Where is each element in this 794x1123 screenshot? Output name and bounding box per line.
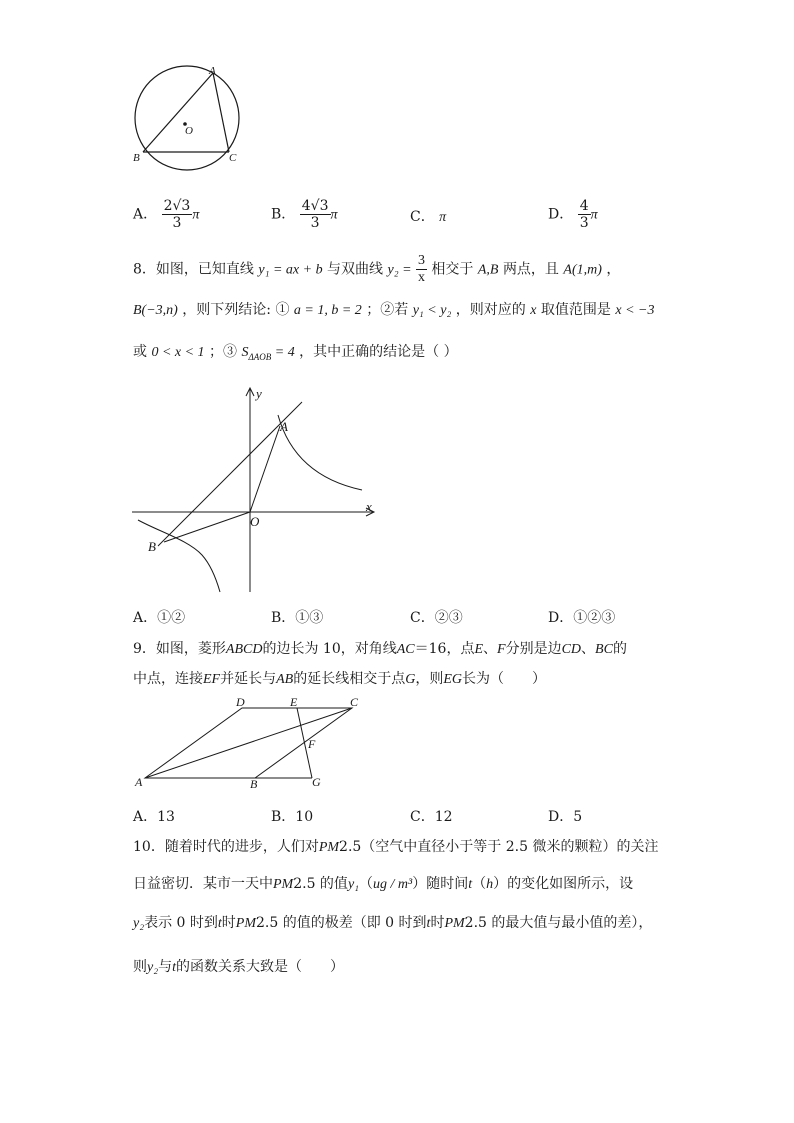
label-x: x (366, 499, 372, 514)
text: （ (472, 876, 487, 892)
q9-line-1 (133, 639, 627, 660)
text: 则 (133, 959, 147, 975)
text: ）随时间 (412, 876, 469, 892)
math: BC (595, 642, 613, 657)
text: 、 (483, 641, 498, 657)
text: 2.5（空气中直径小于等于 2.5 微米的颗粒）的关注 (339, 839, 659, 855)
numerator: 4√3 (301, 198, 329, 214)
math: F (497, 642, 506, 657)
text: 的函数关系大致是（ ） (175, 959, 344, 975)
text: ，其中正确的结论是（ ） (299, 344, 458, 360)
label-b: B (148, 539, 156, 554)
math: a = 1, b = 2 (293, 303, 362, 318)
text: 两点，且 (502, 261, 559, 278)
text: 分别是边 (505, 641, 562, 657)
text: 的延长线相交于点 (293, 671, 406, 687)
text: 9．如图，菱形 (133, 641, 226, 657)
q9-rhombus-figure (130, 696, 370, 794)
q10-line-2 (133, 874, 633, 895)
text: 表示 0 时到 (144, 915, 218, 931)
text: ）的变化如图所示，设 (493, 876, 634, 892)
label-c: C (229, 152, 237, 164)
math: ABCD (225, 642, 263, 657)
math: S (241, 345, 249, 360)
text: ；②若 (366, 302, 409, 318)
math: A,B (477, 262, 499, 278)
math: t (468, 877, 473, 892)
text: 时 (430, 915, 445, 931)
q7-circle-figure (125, 62, 255, 172)
fraction (578, 198, 591, 231)
denominator: 3 (172, 215, 182, 231)
option-label: D． (548, 206, 574, 223)
q9-option-d[interactable]: D．5 (548, 809, 583, 825)
math: h (486, 877, 494, 892)
label-d: D (236, 696, 245, 709)
math: PM (235, 916, 257, 931)
hyperbola-branch-right (278, 415, 362, 490)
denominator: 3 (310, 215, 320, 231)
q8-option-d[interactable]: D．①②③ (548, 610, 616, 626)
text: 取值范围是 (540, 302, 611, 318)
math: y₂ (147, 960, 159, 975)
math: AB (276, 672, 294, 687)
fraction (416, 253, 427, 286)
math: t (172, 960, 176, 975)
text: ，则对应的 (455, 302, 526, 318)
math: y₁ = ax + b (258, 262, 323, 278)
text: ；③ (209, 344, 238, 360)
text: （ (359, 876, 374, 892)
numerator: 4 (579, 198, 589, 214)
q7-option-b[interactable] (271, 198, 338, 231)
denominator: x (417, 270, 425, 285)
label-y: y (256, 386, 262, 401)
q8-line-2 (133, 300, 654, 321)
pi-symbol: π (439, 210, 447, 225)
text: ，则 (415, 671, 444, 687)
text: ，则下列结论: ① (182, 302, 290, 318)
math: x (530, 303, 537, 318)
subscript: ΔAOB (248, 351, 272, 362)
q8-line-3 (133, 342, 458, 367)
text: 并延长与 (220, 671, 277, 687)
diagonal-ac (145, 708, 352, 778)
text: 或 (133, 344, 147, 360)
option-label: A． (133, 206, 158, 223)
q7-option-d[interactable] (548, 198, 598, 231)
math: EG (443, 672, 463, 687)
q10-line-3 (133, 913, 652, 934)
math: ug / m³ (373, 877, 413, 892)
circumcircle (135, 66, 239, 170)
text: 2.5 的值的极差（即 0 时到 (256, 915, 427, 931)
text: 的边长为 10，对角线 (262, 641, 397, 657)
fraction (300, 198, 331, 231)
text: 10．随着时代的进步，人们对 (133, 839, 319, 855)
q7-option-c[interactable] (410, 206, 446, 226)
math: CD (561, 642, 582, 657)
label-a: A (135, 775, 143, 789)
q10-line-4 (133, 957, 344, 978)
denominator: 3 (579, 215, 589, 231)
q8-graph-figure (130, 382, 380, 594)
math: EF (203, 672, 221, 687)
text: 与双曲线 (327, 261, 384, 278)
math: 0 < x < 1 (151, 345, 205, 360)
pi-symbol: π (590, 207, 598, 223)
option-label: C． (410, 209, 435, 225)
math: y₂ = (387, 262, 412, 278)
q9-option-b[interactable]: B．10 (271, 809, 314, 825)
math: = 4 (271, 345, 295, 360)
pi-symbol: π (330, 207, 338, 223)
label-b: B (250, 777, 258, 791)
text: 8．如图，已知直线 (133, 261, 254, 278)
text: 时 (221, 915, 236, 931)
text: 中点，连接 (133, 671, 203, 687)
math: B(−3,n) (133, 303, 178, 318)
label-a: A (280, 419, 288, 434)
math: AC (396, 642, 415, 657)
pi-symbol: π (192, 207, 200, 223)
math: t (426, 916, 431, 931)
math: A(1,m) (563, 262, 602, 278)
q8-option-a[interactable]: A．①② (133, 610, 186, 626)
text: 与 (158, 959, 173, 975)
label-e: E (290, 696, 298, 709)
text: 相交于 (431, 261, 474, 278)
q9-line-2 (133, 669, 546, 690)
q8-line-1 (133, 253, 620, 286)
label-o: O (185, 125, 193, 137)
math: G (405, 672, 416, 687)
math: y₂ (133, 916, 145, 931)
q7-option-a[interactable] (133, 198, 199, 231)
text: 的 (612, 641, 627, 657)
text: 2.5 的值 (293, 876, 348, 892)
label-b: B (133, 152, 140, 164)
text: ， (606, 261, 621, 278)
math: y₁ (347, 877, 360, 892)
q8-option-b[interactable]: B．①③ (271, 610, 324, 626)
q8-option-c[interactable]: C．②③ (410, 610, 463, 626)
math: PM (444, 916, 465, 931)
option-label: B． (271, 206, 296, 223)
text: 2.5 的最大值与最小值的差）， (464, 915, 653, 931)
math: t (217, 916, 222, 931)
side-ab (143, 73, 213, 152)
label-a: A (209, 65, 216, 77)
text: ＝16，点 (414, 641, 475, 657)
numerator: 2√3 (163, 198, 191, 214)
label-c: C (350, 696, 359, 709)
label-f: F (308, 737, 316, 751)
math: PM (273, 877, 294, 892)
q9-option-c[interactable]: C．12 (410, 809, 453, 825)
text: 、 (581, 641, 596, 657)
q9-option-a[interactable]: A．13 (133, 809, 175, 825)
math: E (474, 642, 484, 657)
math: y₁ < y₂ (412, 303, 452, 318)
label-o: O (250, 514, 260, 529)
math: PM (318, 840, 340, 855)
math: x < −3 (615, 303, 655, 318)
q10-line-1 (133, 837, 658, 858)
text: 日益密切．某市一天中 (133, 876, 273, 892)
hyperbola-branch-left (138, 520, 220, 592)
text: 长为（ ） (462, 671, 547, 687)
numerator: 3 (417, 253, 425, 268)
label-g: G (312, 775, 321, 789)
fraction (162, 198, 193, 231)
